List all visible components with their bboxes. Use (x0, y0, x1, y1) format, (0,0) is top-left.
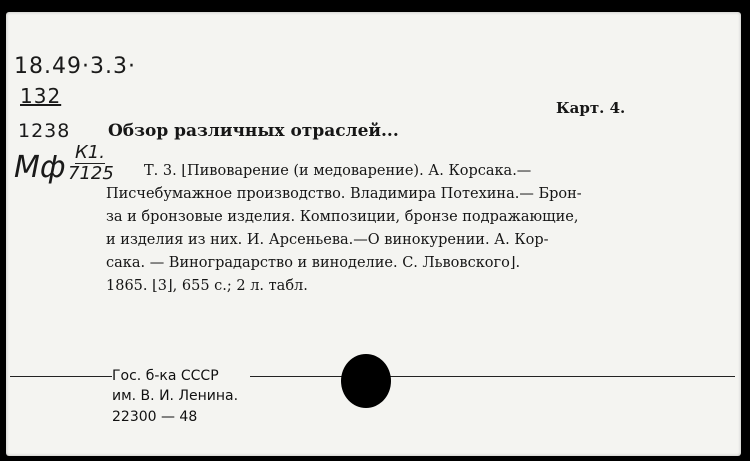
handwritten-call-prefix: Мф (14, 150, 66, 185)
handwritten-call-subscript: 7125 (68, 163, 114, 184)
handwritten-item-number: 1238 (18, 120, 71, 142)
library-stamp-line2: им. В. И. Ленина. (112, 388, 239, 404)
card-punch-hole (341, 354, 391, 408)
handwritten-shelf-number: 132 (20, 84, 62, 108)
library-stamp-line1: Гос. б-ка СССР (112, 368, 219, 384)
handwritten-call-superscript: К1. (75, 142, 105, 163)
stamp-rule-right (250, 376, 735, 377)
entry-line: и изделия из них. И. Арсеньева.—О винокурении. А. Кор- (106, 232, 549, 248)
entry-line: за и бронзовые изделия. Композиции, бронзе подражающие, (106, 209, 579, 225)
stamp-rule-left (10, 376, 112, 377)
entry-imprint: 1865. ⌊3⌋, 655 с.; 2 л. табл. (106, 278, 308, 294)
series-title: Обзор различных отраслей... (108, 121, 399, 141)
bibliographic-entry (106, 160, 630, 298)
card-label: Карт. 4. (556, 99, 626, 117)
library-stamp-line3: 22300 — 48 (112, 409, 198, 425)
handwritten-class-code: 18.49·3.3· (14, 54, 136, 79)
entry-line: Писчебумажное производство. Владимира Потехина.— Брон- (106, 186, 582, 202)
entry-line: Т. 3. ⌊Пивоварение (и медоварение). А. Корсака.— (144, 163, 532, 179)
entry-line: сака. — Виноградарство и виноделие. С. Львовского⌋. (106, 255, 521, 271)
